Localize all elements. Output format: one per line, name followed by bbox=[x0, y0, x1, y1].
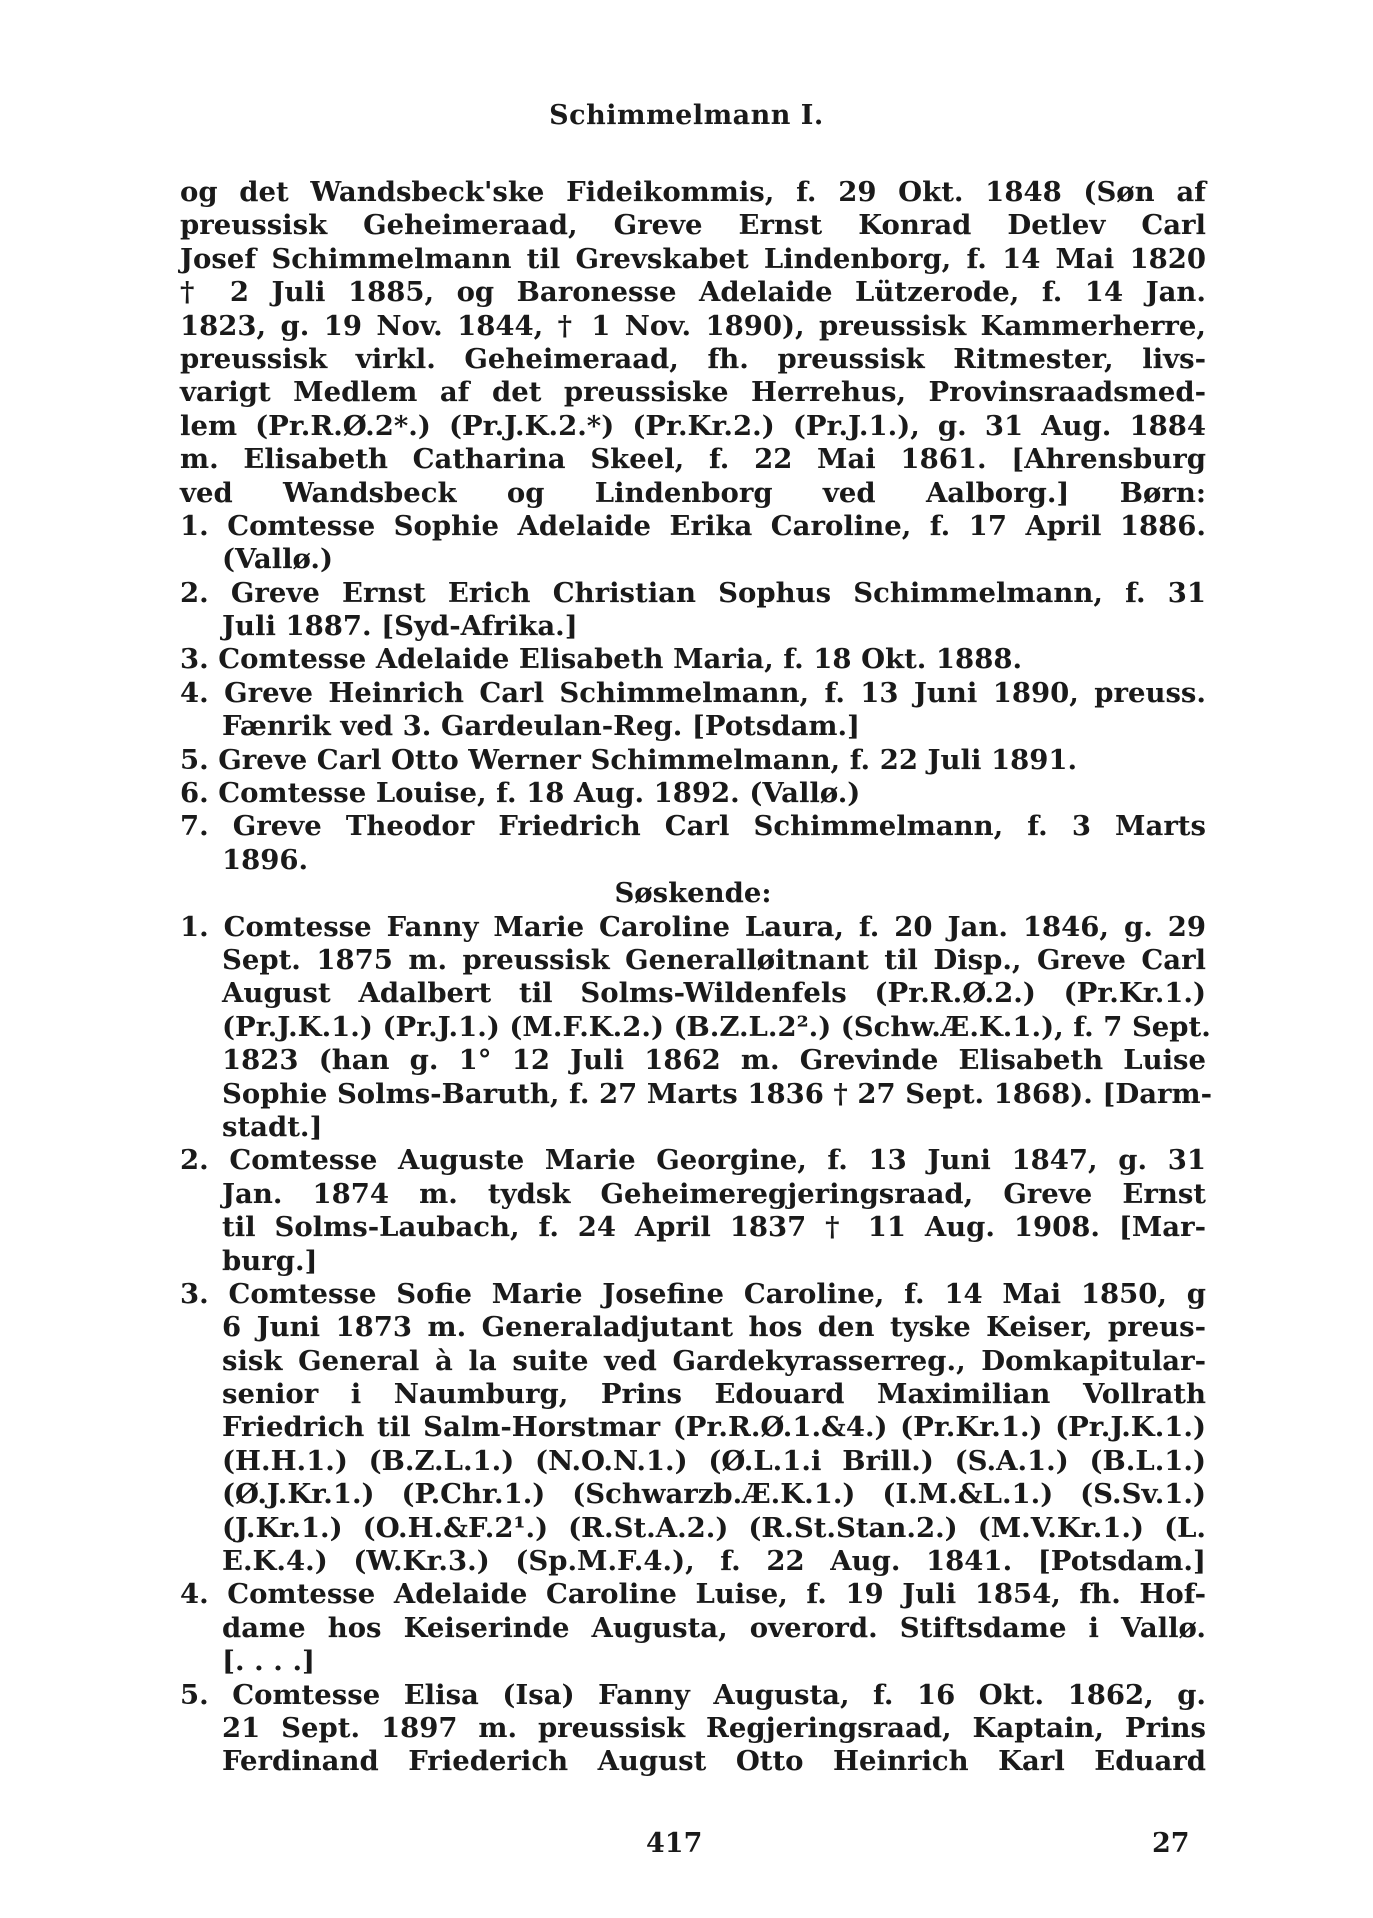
text-body bbox=[180, 176, 1213, 1779]
text-line: til Solms-Laubach, f. 24 April 1837 † 11 Aug. 1908. [Mar- bbox=[222, 1211, 1206, 1244]
text-line: Jan. 1874 m. tydsk Geheimeregjeringsraad, Greve Ernst bbox=[222, 1177, 1206, 1210]
text-line: Sophie Solms-Baruth, f. 27 Marts 1836 † 27 Sept. 1868). [Darm- bbox=[222, 1077, 1213, 1110]
text-line: 3. Comtesse Sofie Marie Josefine Caroline, f. 14 Mai 1850, g bbox=[180, 1277, 1206, 1310]
text-line: dame hos Keiserinde Augusta, overord. Stiftsdame i Vallø. bbox=[222, 1611, 1206, 1644]
text-line: lem (Pr.R.Ø.2*.) (Pr.J.K.2.*) (Pr.Kr.2.) (Pr.J.1.), g. 31 Aug. 1884 bbox=[180, 409, 1206, 442]
text-line: Juli 1887. [Syd-Afrika.] bbox=[222, 610, 578, 643]
text-line: preussisk virkl. Geheimeraad, fh. preussisk Ritmester, livs- bbox=[180, 342, 1206, 375]
text-line: 1. Comtesse Sophie Adelaide Erika Caroline, f. 17 April 1886. bbox=[180, 509, 1206, 542]
text-line: 2. Greve Ernst Erich Christian Sophus Schimmelmann, f. 31 bbox=[180, 576, 1206, 609]
text-line: (J.Kr.1.) (O.H.&F.2¹.) (R.St.A.2.) (R.St.Stan.2.) (M.V.Kr.1.) (L. bbox=[222, 1511, 1206, 1544]
text-line: 5. Greve Carl Otto Werner Schimmelmann, f. 22 Juli 1891. bbox=[180, 743, 1078, 776]
text-line: 1896. bbox=[222, 843, 309, 876]
text-line: Ferdinand Friederich August Otto Heinrich Karl Eduard bbox=[222, 1745, 1206, 1778]
text-line: 2. Comtesse Auguste Marie Georgine, f. 13 Juni 1847, g. 31 bbox=[180, 1144, 1206, 1177]
text-line: Fænrik ved 3. Gardeulan-Reg. [Potsdam.] bbox=[222, 710, 861, 743]
text-line: 4. Greve Heinrich Carl Schimmelmann, f. 13 Juni 1890, preuss. bbox=[180, 676, 1206, 709]
text-line: 6 Juni 1873 m. Generaladjutant hos den tyske Keiser, preus- bbox=[222, 1311, 1206, 1344]
text-line: (H.H.1.) (B.Z.L.1.) (N.O.N.1.) (Ø.L.1.i Brill.) (S.A.1.) (B.L.1.) bbox=[222, 1444, 1206, 1477]
text-line: (Vallø.) bbox=[222, 543, 333, 576]
text-line: 6. Comtesse Louise, f. 18 Aug. 1892. (Vallø.) bbox=[180, 777, 861, 810]
text-line: 1. Comtesse Fanny Marie Caroline Laura, f. 20 Jan. 1846, g. 29 bbox=[180, 910, 1206, 943]
text-line: Sept. 1875 m. preussisk Generalløitnant til Disp., Greve Carl bbox=[222, 943, 1206, 976]
text-line: senior i Naumburg, Prins Edouard Maximilian Vollrath bbox=[222, 1378, 1206, 1411]
text-line: 1823, g. 19 Nov. 1844, † 1 Nov. 1890), preussisk Kammerherre, bbox=[180, 309, 1206, 342]
text-line: 3. Comtesse Adelaide Elisabeth Maria, f. 18 Okt. 1888. bbox=[180, 643, 1023, 676]
text-line: 5. Comtesse Elisa (Isa) Fanny Augusta, f. 16 Okt. 1862, g. bbox=[180, 1678, 1206, 1711]
text-line: [. . . .] bbox=[222, 1645, 316, 1678]
signature-mark: 27 bbox=[1152, 1828, 1190, 1859]
text-line: 1823 (han g. 1° 12 Juli 1862 m. Grevinde Elisabeth Luise bbox=[222, 1044, 1206, 1077]
text-line: 7. Greve Theodor Friedrich Carl Schimmelmann, f. 3 Marts bbox=[180, 810, 1206, 843]
page-title: Schimmelmann I. bbox=[549, 100, 824, 131]
text-line: (Pr.J.K.1.) (Pr.J.1.) (M.F.K.2.) (B.Z.L.2².) (Schw.Æ.K.1.), f. 7 Sept. bbox=[222, 1010, 1211, 1043]
text-line: sisk General à la suite ved Gardekyrasserreg., Domkapitular- bbox=[222, 1344, 1206, 1377]
text-line: Friedrich til Salm-Horstmar (Pr.R.Ø.1.&4.) (Pr.Kr.1.) (Pr.J.K.1.) bbox=[222, 1411, 1206, 1444]
text-line: varigt Medlem af det preussiske Herrehus, Provinsraadsmed- bbox=[180, 376, 1206, 409]
text-line: Søskende: bbox=[614, 877, 772, 910]
text-line: (Ø.J.Kr.1.) (P.Chr.1.) (Schwarzb.Æ.K.1.) (I.M.&L.1.) (S.Sv.1.) bbox=[222, 1478, 1206, 1511]
text-line: † 2 Juli 1885, og Baronesse Adelaide Lützerode, f. 14 Jan. bbox=[180, 276, 1206, 309]
text-line: burg.] bbox=[222, 1244, 318, 1277]
page-number: 417 bbox=[646, 1828, 703, 1859]
text-line: 21 Sept. 1897 m. preussisk Regjeringsraad, Kaptain, Prins bbox=[222, 1711, 1206, 1744]
text-line: August Adalbert til Solms-Wildenfels (Pr.R.Ø.2.) (Pr.Kr.1.) bbox=[222, 977, 1206, 1010]
text-line: 4. Comtesse Adelaide Caroline Luise, f. 19 Juli 1854, fh. Hof- bbox=[180, 1578, 1206, 1611]
text-line: og det Wandsbeck'ske Fideikommis, f. 29 Okt. 1848 (Søn af bbox=[180, 176, 1206, 208]
text-line: m. Elisabeth Catharina Skeel, f. 22 Mai 1861. [Ahrensburg bbox=[180, 443, 1206, 476]
text-line: Josef Schimmelmann til Grevskabet Lindenborg, f. 14 Mai 1820 bbox=[180, 242, 1206, 275]
text-line: E.K.4.) (W.Kr.3.) (Sp.M.F.4.), f. 22 Aug. 1841. [Potsdam.] bbox=[222, 1545, 1206, 1578]
text-line: preussisk Geheimeraad, Greve Ernst Konrad Detlev Carl bbox=[180, 209, 1206, 242]
text-line: ved Wandsbeck og Lindenborg ved Aalborg.] Børn: bbox=[180, 476, 1206, 509]
text-line: stadt.] bbox=[222, 1110, 323, 1143]
